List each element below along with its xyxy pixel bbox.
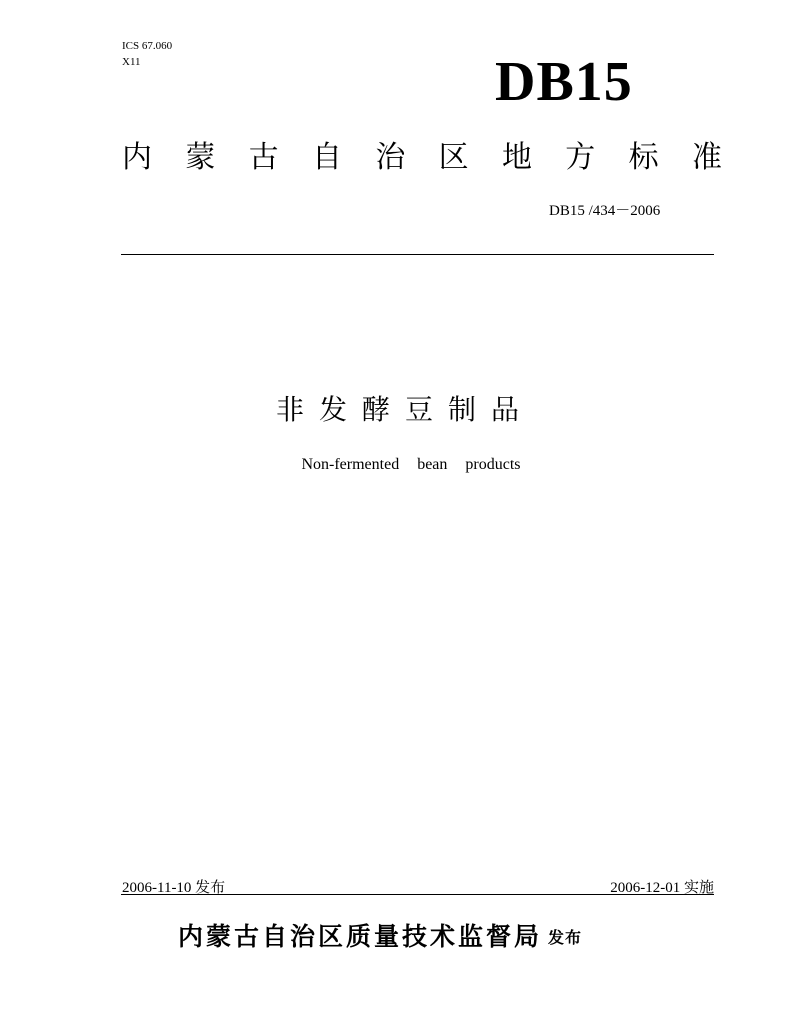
bottom-divider bbox=[121, 894, 714, 895]
org-title-char: 区 bbox=[438, 140, 469, 175]
ics-block bbox=[122, 38, 172, 70]
org-title-char: 方 bbox=[565, 140, 596, 175]
standard-code: DB15 bbox=[495, 51, 633, 113]
publisher-name: 内蒙古自治区质量技术监督局 bbox=[178, 922, 543, 951]
org-title-char: 治 bbox=[375, 140, 406, 175]
implementation-date: 2006-12-01 实施 bbox=[610, 880, 714, 896]
publisher bbox=[178, 920, 582, 955]
document-title-en: Non-fermented bean products bbox=[301, 456, 521, 473]
org-title-char: 古 bbox=[248, 140, 279, 175]
org-title-char: 蒙 bbox=[185, 140, 216, 175]
ics-code: ICS 67.060 bbox=[122, 40, 173, 52]
org-title-char: 标 bbox=[628, 140, 659, 175]
top-divider bbox=[121, 254, 714, 255]
classification-code: X11 bbox=[122, 56, 141, 68]
org-title-char: 准 bbox=[691, 140, 722, 175]
document-title-zh: 非发酵豆制品 bbox=[275, 393, 534, 426]
org-title-char: 内 bbox=[122, 140, 152, 175]
org-title-char: 自 bbox=[311, 140, 342, 175]
org-standard-title bbox=[122, 138, 722, 178]
issue-date: 2006-11-10 发布 bbox=[122, 880, 226, 896]
publisher-suffix: 发布 bbox=[548, 928, 583, 947]
org-title-char: 地 bbox=[501, 140, 532, 175]
standard-number: DB15 /434－2006 bbox=[549, 203, 661, 219]
